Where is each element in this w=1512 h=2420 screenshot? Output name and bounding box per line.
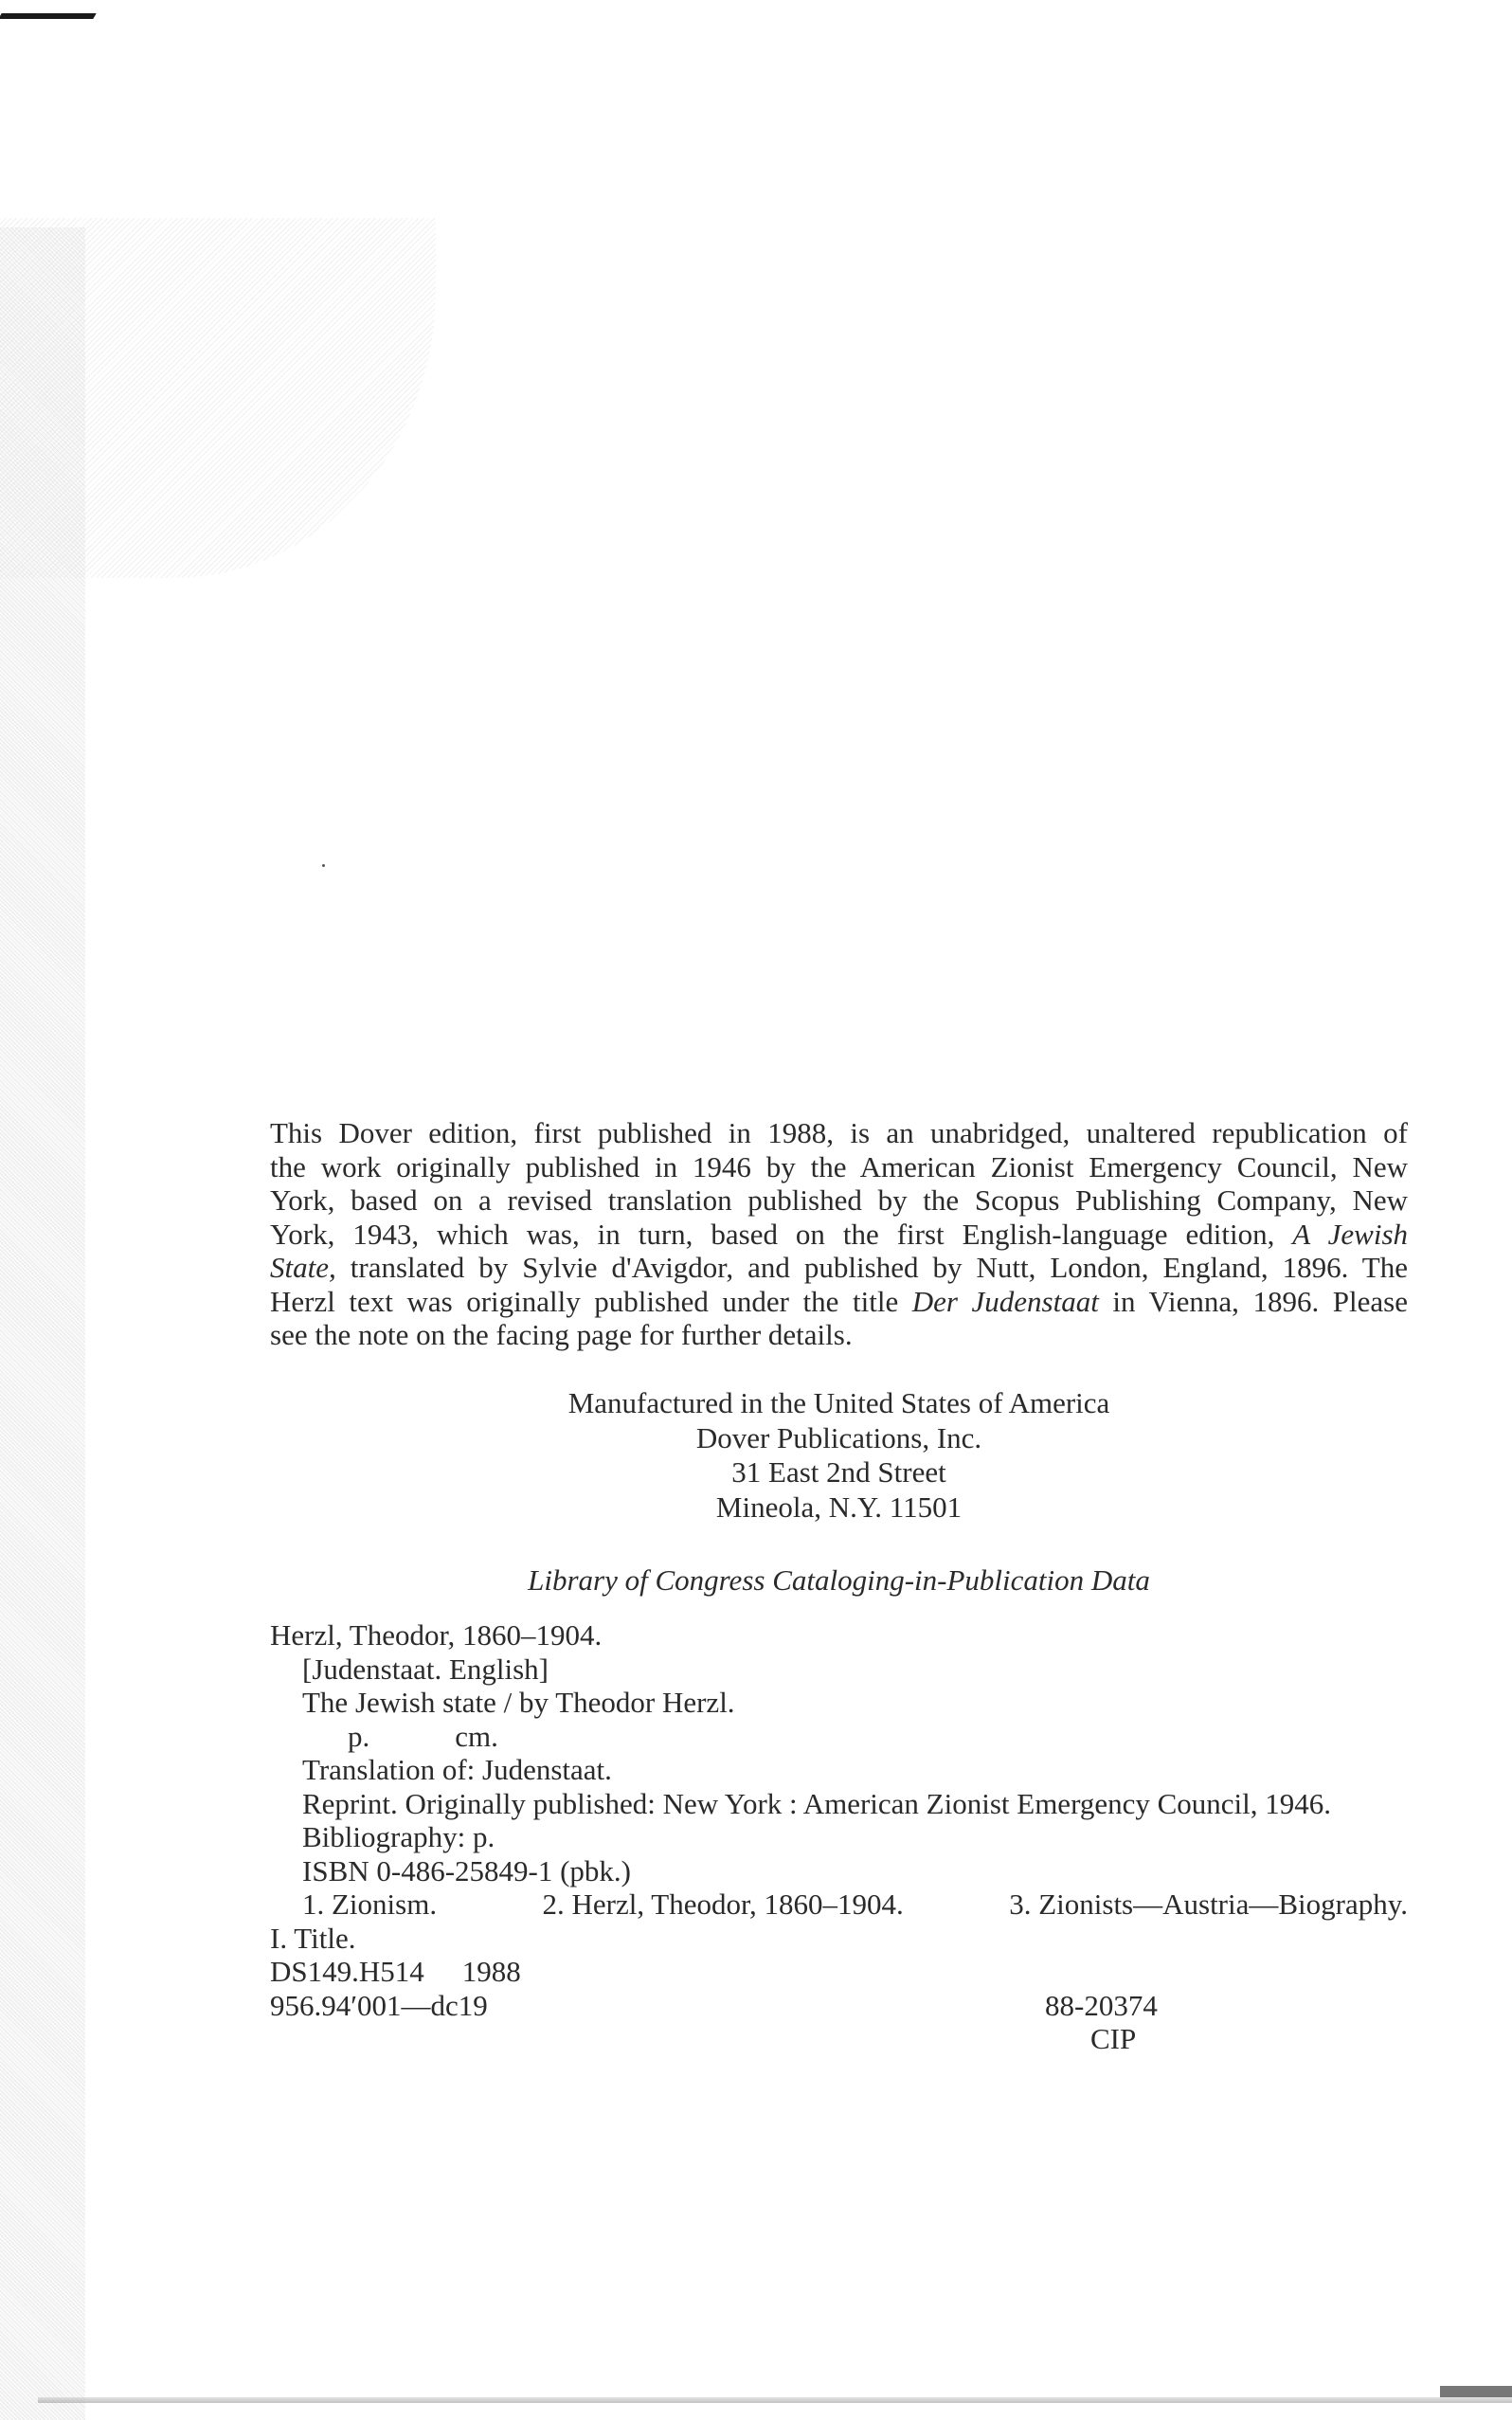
publisher-block [270, 1386, 1408, 1525]
cip-dewey-row [270, 1989, 1408, 2023]
scan-speckle [0, 218, 436, 578]
edition-note-line: This Dover edition, first published in 1988, is an unabridged, unaltered republication of [270, 1116, 1408, 1149]
cip-reprint: Reprint. Originally published: New York : American Zionist Emergency Council, 1946. [302, 1786, 1332, 1820]
edition-note-line: the work originally published in 1946 by the American Zionist Emergency Council, New [270, 1149, 1408, 1183]
publisher-street: 31 East 2nd Street [731, 1455, 946, 1489]
cip-author: Herzl, Theodor, 1860–1904. [270, 1618, 603, 1652]
cip-cm: cm. [455, 1719, 498, 1753]
cip-subject: 3. Zionists—Austria—Biography. [1009, 1887, 1408, 1921]
cip-p: p. [348, 1719, 370, 1753]
italic-title: A Jewish [1292, 1217, 1409, 1251]
edition-note-line: Herzl text was originally published under the title Der Judenstaat in Vienna, 1896. Please [270, 1284, 1408, 1318]
publisher-city: Mineola, N.Y. 11501 [715, 1490, 963, 1524]
cip-physical [270, 1720, 1408, 1754]
cip-dewey: 956.94′001—dc19 [270, 1988, 488, 2022]
cip-bibliography: Bibliography: p. [302, 1820, 495, 1853]
cip-heading: Library of Congress Cataloging-in-Publication Data [528, 1563, 1150, 1597]
cip-lccn: 88-20374 [1045, 1988, 1158, 2022]
italic-title: Der Judenstaat [911, 1284, 1099, 1318]
cip-subjects [270, 1887, 1408, 1922]
cip-mark: CIP [1090, 2022, 1137, 2055]
cip-title: The Jewish state / by Theodor Herzl. [302, 1686, 735, 1719]
cip-record [270, 1618, 1408, 2056]
cip-subject: 2. Herzl, Theodor, 1860–1904. [542, 1887, 904, 1921]
cip-isbn: ISBN 0-486-25849-1 (pbk.) [302, 1853, 631, 1887]
scan-dot [322, 864, 325, 867]
edition-note [270, 1116, 1408, 1352]
page-bottom-edge [38, 2397, 1512, 2403]
cip-translation: Translation of: Judenstaat. [302, 1753, 612, 1786]
edition-note-line: State, translated by Sylvie d'Avigdor, and published by Nutt, London, England, 1896. The [270, 1251, 1408, 1284]
corner-tape-mark [0, 13, 97, 19]
page-corner-shadow [1440, 2386, 1512, 2397]
cip-uniform-title: [Judenstaat. English] [302, 1652, 549, 1686]
manufactured-line: Manufactured in the United States of America [567, 1386, 1110, 1419]
publisher-name: Dover Publications, Inc. [695, 1420, 982, 1454]
cip-title-entry: I. Title. [270, 1921, 356, 1955]
cip-lc-class: DS149.H514 1988 [270, 1955, 521, 1988]
edition-note-line: York, based on a revised translation published by the Scopus Publishing Company, New [270, 1183, 1408, 1217]
edition-note-line: see the note on the facing page for further details. [270, 1318, 853, 1351]
italic-title: State, [270, 1251, 336, 1284]
edition-note-line: York, 1943, which was, in turn, based on the first English-language edition, A Jewish [270, 1217, 1409, 1251]
cip-mark-row [270, 2022, 1408, 2056]
cip-subject: 1. Zionism. [302, 1887, 438, 1921]
